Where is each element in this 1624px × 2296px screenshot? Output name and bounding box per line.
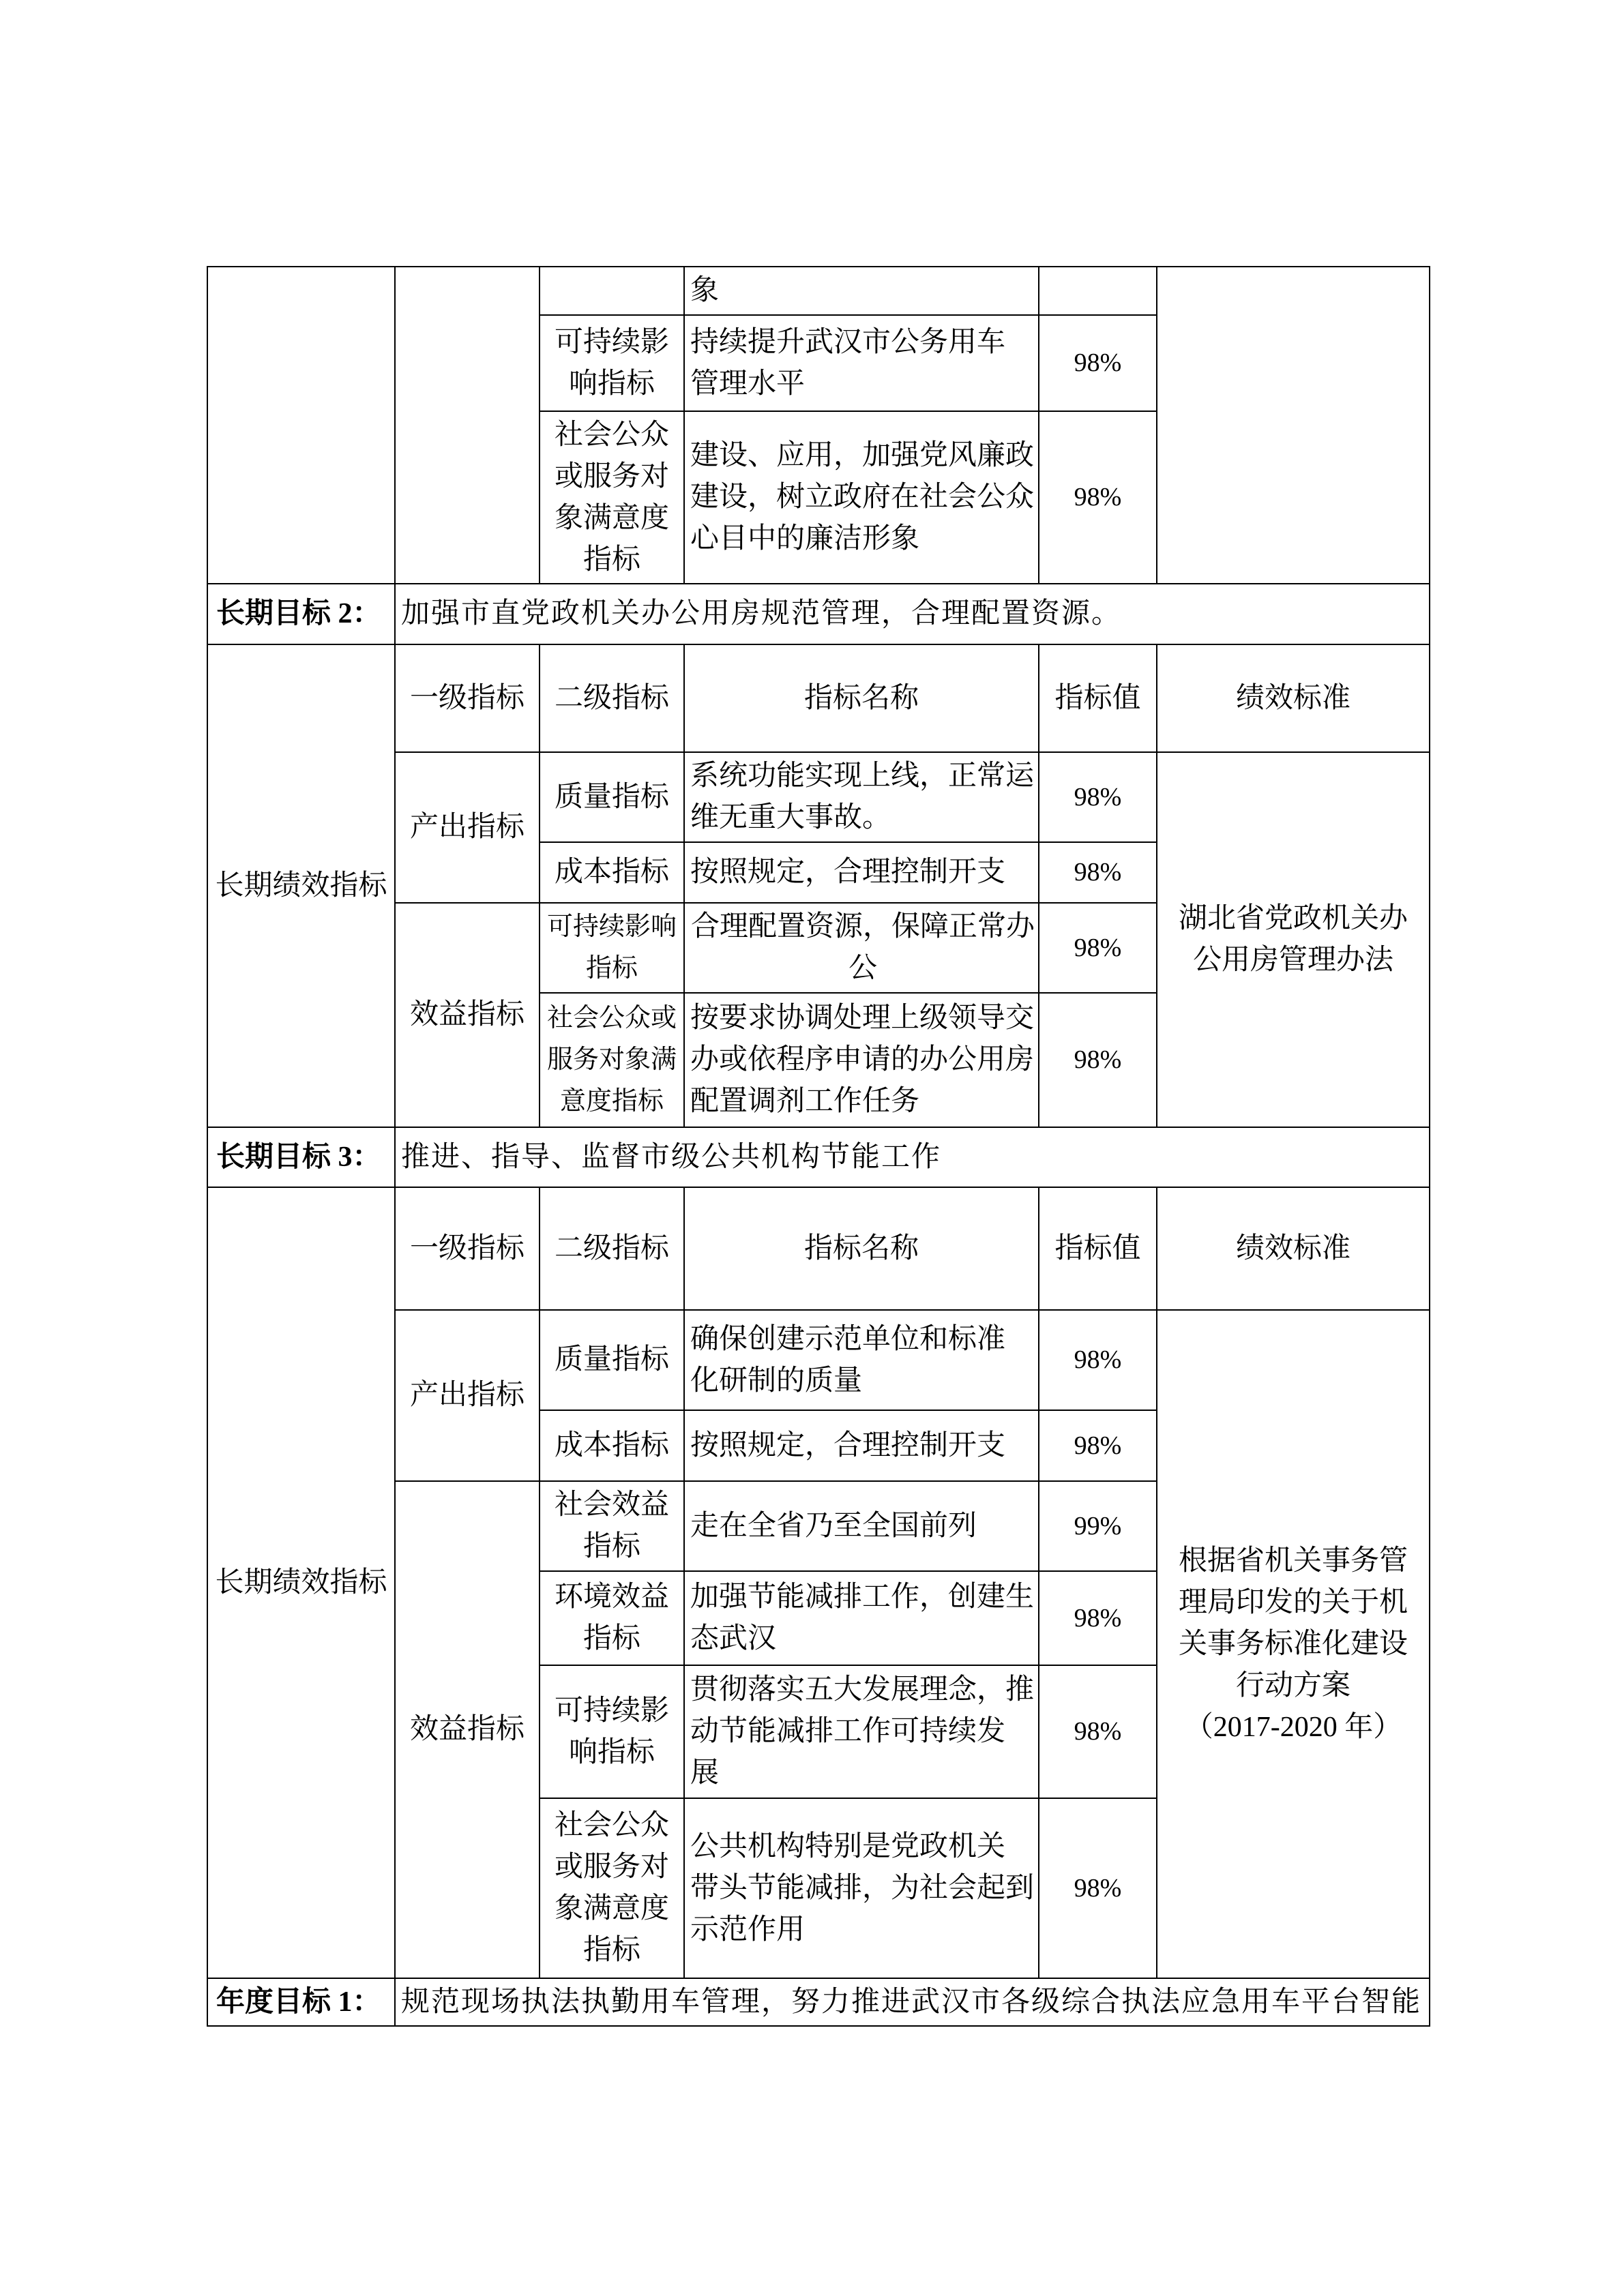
indicator-name-line: 配置调剂工作任务 <box>690 1086 920 1117</box>
goal-text-cell <box>395 584 1430 644</box>
header-name: 指标名称 <box>803 1232 919 1264</box>
level2-indicator-line: 成本指标 <box>554 1429 669 1461</box>
level2-indicator-cell <box>540 1481 684 1571</box>
level2-indicator-line: 可持续影 <box>554 326 669 358</box>
indicator-name-line: 公 <box>848 953 877 984</box>
goal-text-cell <box>395 1127 1430 1187</box>
indicator-name-line: 按照规定，合理控制开支 <box>690 856 1006 888</box>
level2-indicator-line: 指标 <box>582 1531 640 1562</box>
blank-cell <box>1157 267 1430 584</box>
indicator-name-line: 维无重大事故。 <box>690 802 891 833</box>
level2-indicator-line: 社会公众 <box>554 1810 669 1841</box>
performance-standard-cell <box>1157 1310 1430 1978</box>
indicator-value: 98% <box>1074 1873 1122 1903</box>
indicator-name-cell <box>684 1481 1039 1571</box>
indicator-name-line: 带头节能减排，为社会起到 <box>690 1872 1035 1904</box>
goal-label-cell <box>207 584 395 644</box>
level2-indicator-line: 社会公众 <box>554 419 669 451</box>
indicator-value-cell <box>1039 993 1157 1127</box>
level2-indicator-line: 社会公众或 <box>546 1004 677 1032</box>
indicator-name-line: 态武汉 <box>690 1623 777 1654</box>
header-cell <box>1157 644 1430 752</box>
level2-indicator-line: 响指标 <box>568 1736 655 1768</box>
indicator-name-cell <box>684 1410 1039 1481</box>
level2-indicator-line: 指标 <box>582 1935 640 1966</box>
goal-row <box>207 584 1430 644</box>
level1-indicator-cell <box>395 1481 540 1978</box>
indicator-name-line: 贯彻落实五大发展理念，推 <box>690 1674 1035 1705</box>
level1-indicator-cell <box>395 752 540 903</box>
blank-cell <box>1039 267 1157 315</box>
section-title-cell <box>207 1187 395 1978</box>
indicator-value-cell <box>1039 1481 1157 1571</box>
indicator-name-cell <box>684 1798 1039 1978</box>
goal-row <box>207 1978 1430 2026</box>
goal-text-cell <box>395 1978 1430 2026</box>
level2-indicator-line: 质量指标 <box>554 1344 669 1375</box>
level2-indicator-line: 象满意度 <box>554 502 669 534</box>
indicator-name-line: 示范作用 <box>690 1913 806 1945</box>
level2-indicator-line: 象满意度 <box>554 1893 669 1924</box>
goal-text: 加强市直党政机关办公用房规范管理，合理配置资源。 <box>401 598 1122 629</box>
indicator-value: 99% <box>1074 1511 1122 1540</box>
indicator-name-line: 公共机构特别是党政机关 <box>690 1830 1006 1862</box>
indicator-name-line: 加强节能减排工作，创建生 <box>690 1581 1035 1613</box>
level2-indicator-line: 环境效益 <box>554 1581 669 1613</box>
level2-indicator-line: 响指标 <box>568 368 655 400</box>
header-level2: 二级指标 <box>554 682 669 714</box>
performance-standard-line: 理局印发的关于机 <box>1178 1586 1408 1618</box>
level2-indicator-cell <box>540 842 684 903</box>
indicator-name-line: 按要求协调处理上级领导交 <box>690 1002 1035 1034</box>
indicator-value-cell <box>1039 842 1157 903</box>
level2-indicator-line: 指标 <box>585 954 638 983</box>
indicator-value: 98% <box>1074 348 1122 377</box>
indicator-name-line: 动节能减排工作可持续发 <box>690 1716 1006 1747</box>
level1-indicator: 产出指标 <box>409 1380 525 1411</box>
header-value: 指标值 <box>1054 682 1141 714</box>
level2-indicator-line: 可持续影 <box>554 1695 669 1727</box>
performance-standard-cell <box>1157 752 1430 1127</box>
performance-standard-line: 湖北省党政机关办 <box>1178 903 1408 934</box>
performance-standard-line: 公用房管理办法 <box>1192 944 1393 976</box>
indicator-name-cell <box>684 752 1039 842</box>
header-standard: 绩效标准 <box>1235 682 1350 714</box>
header-level2: 二级指标 <box>554 1232 669 1264</box>
level2-indicator-line: 意度指标 <box>559 1087 664 1116</box>
section-title-cell <box>207 644 395 1127</box>
indicator-value-cell <box>1039 1665 1157 1798</box>
indicator-name-line: 建设、应用，加强党风廉政 <box>690 440 1035 471</box>
table-row <box>207 267 1430 315</box>
indicator-value-cell <box>1039 752 1157 842</box>
goal-row <box>207 1127 1430 1187</box>
indicator-name-cell <box>684 411 1039 584</box>
indicator-value-cell <box>1039 1410 1157 1481</box>
indicator-value-cell <box>1039 1571 1157 1665</box>
goal-label-cell <box>207 1127 395 1187</box>
performance-standard-line: 根据省机关事务管 <box>1178 1545 1408 1577</box>
header-cell <box>540 644 684 752</box>
indicator-name-line: 办或依程序申请的办公用房 <box>690 1044 1035 1075</box>
performance-standard-line: 关事务标准化建设 <box>1178 1628 1408 1660</box>
level2-indicator-cell <box>540 1310 684 1410</box>
indicator-name-line: 建设，树立政府在社会公众 <box>690 481 1035 513</box>
indicator-name-cell <box>684 267 1039 315</box>
level2-indicator-line: 指标 <box>582 543 640 576</box>
indicator-name-line: 持续提升武汉市公务用车 <box>690 326 1006 358</box>
indicator-name-line: 系统功能实现上线，正常运 <box>690 760 1035 792</box>
indicator-name-cell <box>684 903 1039 993</box>
header-value: 指标值 <box>1054 1232 1141 1264</box>
indicator-name-cell <box>684 315 1039 411</box>
level2-indicator-cell <box>540 411 684 584</box>
level2-indicator-line: 社会效益 <box>554 1489 669 1521</box>
indicator-value-cell <box>1039 1798 1157 1978</box>
performance-target-table <box>207 266 1430 2027</box>
level2-indicator-cell <box>540 315 684 411</box>
indicator-name-line: 合理配置资源，保障正常办 <box>690 911 1035 942</box>
indicator-name-cell <box>684 993 1039 1127</box>
level1-indicator: 效益指标 <box>409 999 525 1030</box>
section-title: 长期绩效指标 <box>215 1566 387 1598</box>
indicator-value: 98% <box>1074 933 1122 962</box>
header-cell <box>684 644 1039 752</box>
header-standard: 绩效标准 <box>1235 1232 1350 1264</box>
header-cell <box>1039 644 1157 752</box>
header-level1: 一级指标 <box>409 682 525 714</box>
table-header-row <box>207 1187 1430 1310</box>
table-header-row <box>207 644 1430 752</box>
level2-indicator-line: 或服务对 <box>554 1851 669 1883</box>
level2-indicator-cell <box>540 1410 684 1481</box>
indicator-value: 98% <box>1074 1045 1122 1074</box>
level2-indicator-cell <box>540 1798 684 1978</box>
level2-indicator-line: 成本指标 <box>554 856 669 888</box>
indicator-name-line: 心目中的廉洁形象 <box>690 523 920 554</box>
indicator-value-cell <box>1039 1310 1157 1410</box>
header-cell <box>395 1187 540 1310</box>
level1-indicator: 效益指标 <box>409 1714 525 1745</box>
header-cell <box>395 644 540 752</box>
blank-cell <box>540 267 684 315</box>
indicator-name-line: 管理水平 <box>690 368 806 400</box>
header-cell <box>1157 1187 1430 1310</box>
indicator-name-line: 按照规定，合理控制开支 <box>690 1429 1006 1461</box>
header-cell <box>540 1187 684 1310</box>
level2-indicator-cell <box>540 903 684 993</box>
level2-indicator-cell <box>540 1665 684 1798</box>
goal-label: 长期目标 3： <box>216 1141 381 1173</box>
level1-indicator-cell <box>395 1310 540 1481</box>
section-title: 长期绩效指标 <box>215 869 387 901</box>
level1-indicator: 产出指标 <box>409 811 525 843</box>
blank-cell <box>395 267 540 584</box>
goal-label: 长期目标 2： <box>216 598 381 629</box>
level2-indicator-line: 指标 <box>582 1623 640 1654</box>
indicator-value: 98% <box>1074 483 1122 511</box>
level2-indicator-cell <box>540 752 684 842</box>
indicator-name-cell <box>684 1571 1039 1665</box>
level2-indicator-cell <box>540 993 684 1127</box>
header-name: 指标名称 <box>803 682 919 714</box>
level2-indicator-line: 服务对象满 <box>546 1045 677 1074</box>
indicator-value: 98% <box>1074 782 1122 811</box>
indicator-name-cell <box>684 1665 1039 1798</box>
performance-standard-line: 行动方案 <box>1235 1669 1350 1701</box>
indicator-name-cell <box>684 1310 1039 1410</box>
indicator-value-cell <box>1039 411 1157 584</box>
indicator-value: 98% <box>1074 1431 1122 1460</box>
indicator-name-line: 走在全省乃至全国前列 <box>690 1510 977 1542</box>
header-level1: 一级指标 <box>409 1232 525 1264</box>
level2-indicator-line: 或服务对 <box>554 460 669 492</box>
blank-cell <box>207 267 395 584</box>
level2-indicator-line: 质量指标 <box>554 781 669 813</box>
level1-indicator-cell <box>395 903 540 1127</box>
goal-label-cell <box>207 1978 395 2026</box>
indicator-name-line: 展 <box>690 1757 720 1789</box>
header-cell <box>684 1187 1039 1310</box>
indicator-value: 98% <box>1074 1345 1122 1374</box>
performance-standard-line: （2017-2020 年） <box>1184 1711 1402 1743</box>
indicator-value: 98% <box>1074 858 1122 886</box>
level2-indicator-cell <box>540 1571 684 1665</box>
indicator-value-cell <box>1039 315 1157 411</box>
goal-text: 推进、指导、监督市级公共机构节能工作 <box>401 1141 942 1173</box>
indicator-value: 98% <box>1074 1603 1122 1632</box>
indicator-name-line: 化研制的质量 <box>690 1365 863 1397</box>
indicator-name-cell <box>684 842 1039 903</box>
indicator-name-line: 确保创建示范单位和标准 <box>690 1323 1006 1355</box>
header-cell <box>1039 1187 1157 1310</box>
indicator-value-cell <box>1039 903 1157 993</box>
goal-label: 年度目标 1： <box>216 1986 381 2018</box>
goal-text: 规范现场执法执勤用车管理，努力推进武汉市各级综合执法应急用车平台智能 <box>401 1986 1422 2018</box>
indicator-value: 98% <box>1074 1717 1122 1746</box>
level2-indicator-line: 可持续影响 <box>546 912 677 941</box>
indicator-name-line: 象 <box>690 275 720 306</box>
